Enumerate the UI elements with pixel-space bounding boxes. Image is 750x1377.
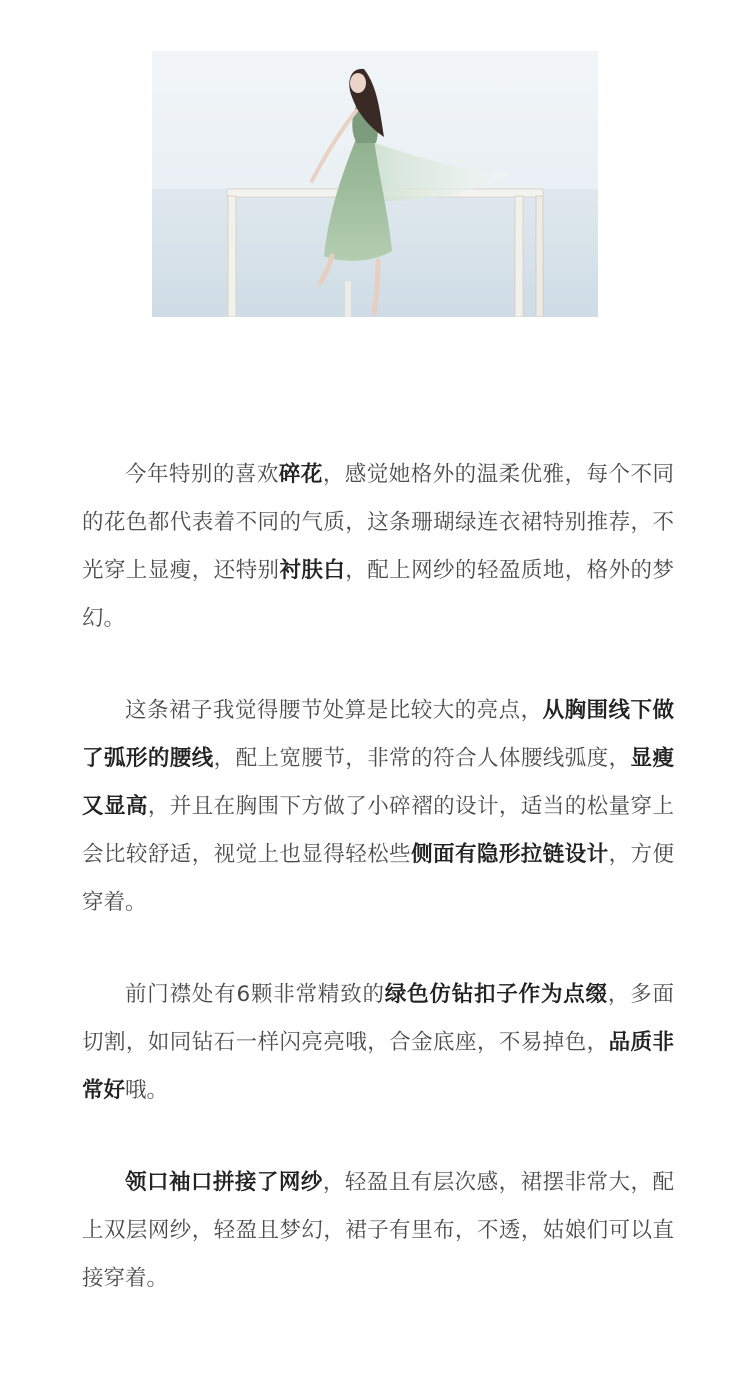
- paragraph-floral-intro: [82, 451, 674, 643]
- body-text: ，并且在胸围下方做了小碎褶的设计，适当的松量穿上会比较舒适，视觉上也显得轻松些: [82, 794, 674, 867]
- body-text: ，轻盈且有层次感，裙摆非常大，配上双层网纱，轻盈且梦幻，裙子有里布，不透，姑娘们可以直接穿着。: [82, 1170, 674, 1291]
- highlight-text: 从胸围线下做了弧形的腰线: [82, 698, 674, 771]
- hero-photo-illustration: [152, 51, 598, 317]
- body-text: 这条裙子我觉得腰节处算是比较大的亮点，: [125, 698, 543, 723]
- highlight-text: 侧面有隐形拉链设计: [411, 842, 609, 867]
- highlight-text: 绿色仿钻扣子作为点缀: [384, 982, 608, 1007]
- body-text: ，配上宽腰节，非常的符合人体腰线弧度，: [213, 746, 631, 771]
- highlight-text: 品质非常好: [82, 1030, 674, 1103]
- paragraph-mesh-collar: [82, 1159, 674, 1303]
- article-body: [82, 451, 674, 1347]
- paragraph-waistline: [82, 687, 674, 927]
- body-text: 前门襟处有6颗非常精致的: [125, 982, 385, 1007]
- body-text: ，感觉她格外的温柔优雅，每个不同的花色都代表着不同的气质，这条珊瑚绿连衣裙特别推荐，不光穿上显瘦，还特别: [82, 462, 674, 583]
- body-text: 今年特别的喜欢: [125, 462, 279, 487]
- body-text: 哦。: [125, 1078, 169, 1103]
- hero-photo: [152, 51, 598, 317]
- paragraph-buttons: [82, 971, 674, 1115]
- highlight-text: 碎花: [278, 462, 323, 487]
- body-text: ，方便穿着。: [82, 842, 674, 915]
- body-text: ，配上网纱的轻盈质地，格外的梦幻。: [82, 558, 674, 631]
- highlight-text: 衬肤白: [279, 558, 346, 583]
- body-text: ，多面切割，如同钻石一样闪亮亮哦，合金底座，不易掉色，: [82, 982, 674, 1055]
- highlight-text: 显瘦又显高: [82, 746, 674, 819]
- highlight-text: 领口袖口拼接了网纱: [125, 1170, 323, 1195]
